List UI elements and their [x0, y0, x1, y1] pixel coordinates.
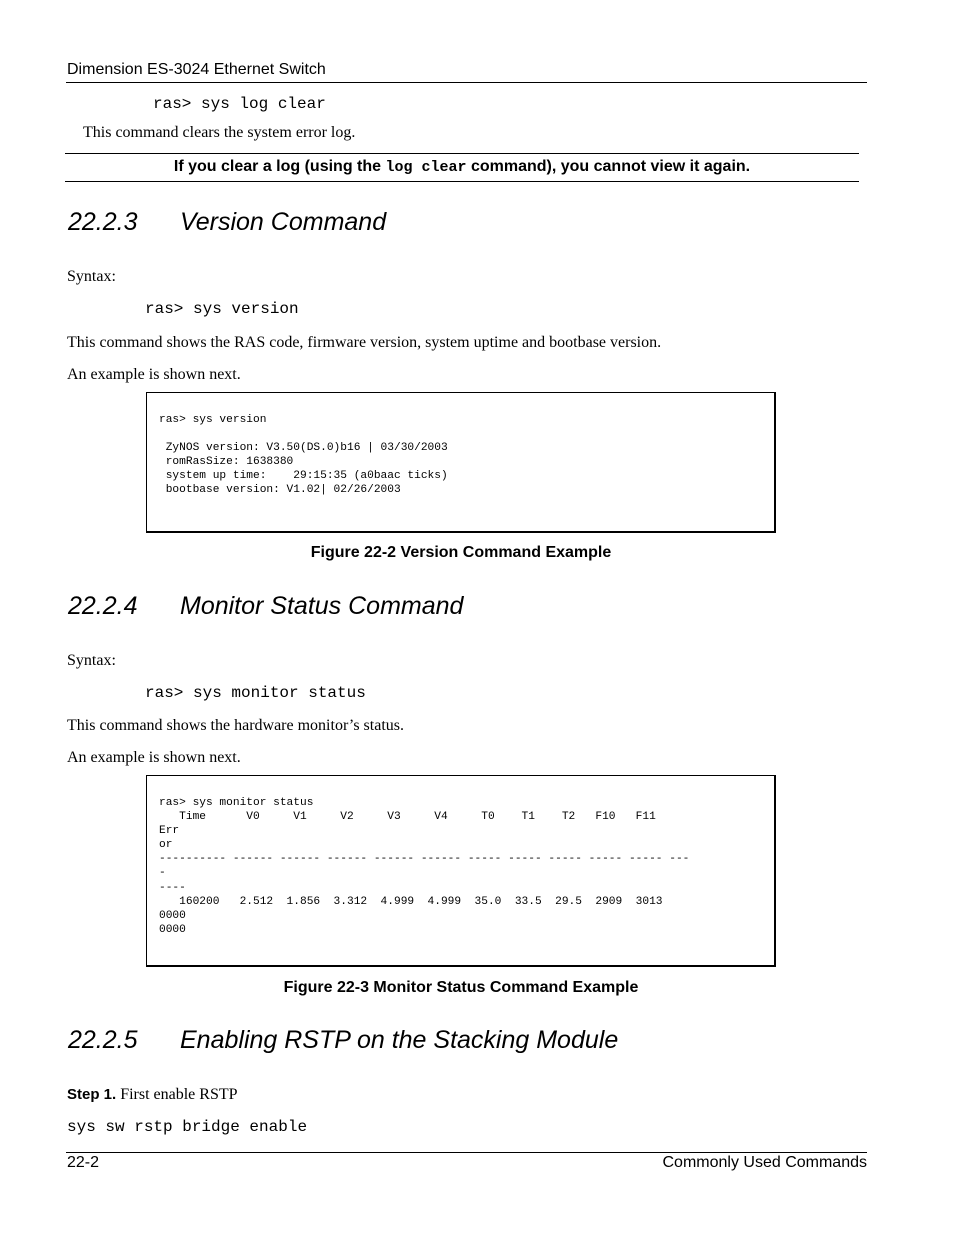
section-title: Enabling RSTP on the Stacking Module — [180, 1026, 619, 1054]
footer-divider — [66, 1152, 867, 1153]
section-heading-rstp — [68, 1026, 618, 1055]
note-bottom-rule — [65, 181, 859, 182]
section-heading-version — [68, 208, 386, 237]
figure-caption-monitor: Figure 22-3 Monitor Status Command Example — [283, 979, 639, 996]
header-divider — [66, 82, 867, 83]
note-code: log clear — [385, 159, 467, 176]
section-title: Monitor Status Command — [180, 592, 464, 620]
monitor-example-box — [146, 775, 776, 967]
log-clear-command: ras> sys log clear — [153, 95, 326, 113]
note-top-rule — [65, 153, 859, 154]
section-title: Version Command — [180, 208, 387, 236]
monitor-example-output: ras> sys monitor status Time V0 V1 V2 V3 V4 T0 T1 T2 F10 F11 Err or ---------- ------ ------ ------ ------ ------ ----- ----- ----- ----- ----- --- - ---- 160200 2.512 1.856 3.312 4.999 4.999 35.0 33.5 29.5 2909 3013 0000 0000 — [159, 797, 690, 936]
section-heading-monitor — [68, 592, 463, 621]
note-text — [65, 158, 859, 176]
page-number: 22-2 — [67, 1154, 100, 1171]
step-label: Step 1. — [67, 1086, 117, 1103]
monitor-description: This command shows the hardware monitor’s status. — [67, 717, 404, 734]
section-number: 22.2.5 — [68, 1026, 138, 1054]
note-suffix: command), you cannot view it again. — [466, 158, 751, 175]
figure-caption-version: Figure 22-2 Version Command Example — [310, 544, 612, 561]
monitor-command: ras> sys monitor status — [145, 684, 366, 702]
rstp-command: sys sw rstp bridge enable — [67, 1118, 308, 1136]
section-number: 22.2.4 — [68, 592, 138, 620]
version-command: ras> sys version — [145, 300, 299, 318]
example-intro: An example is shown next. — [67, 749, 241, 766]
step-text: First enable RSTP — [116, 1086, 238, 1103]
version-description: This command shows the RAS code, firmware version, system uptime and bootbase version. — [67, 334, 662, 351]
chapter-title: Commonly Used Commands — [662, 1154, 867, 1171]
version-example-output: ras> sys version ZyNOS version: V3.50(DS.0)b16 | 03/30/2003 romRasSize: 1638380 system up time: 29:15:35 (a0baac ticks) bootbase version: V1.02| 02/26/2003 — [159, 414, 448, 497]
running-header: Dimension ES-3024 Ethernet Switch — [67, 61, 326, 78]
example-intro: An example is shown next. — [67, 366, 241, 383]
section-number: 22.2.3 — [68, 208, 138, 236]
log-clear-description: This command clears the system error log. — [83, 124, 356, 141]
version-example-box — [146, 392, 776, 533]
note-prefix: If you clear a log (using the — [173, 158, 386, 175]
step-1 — [67, 1086, 238, 1104]
syntax-label: Syntax: — [67, 652, 116, 669]
syntax-label: Syntax: — [67, 268, 116, 285]
